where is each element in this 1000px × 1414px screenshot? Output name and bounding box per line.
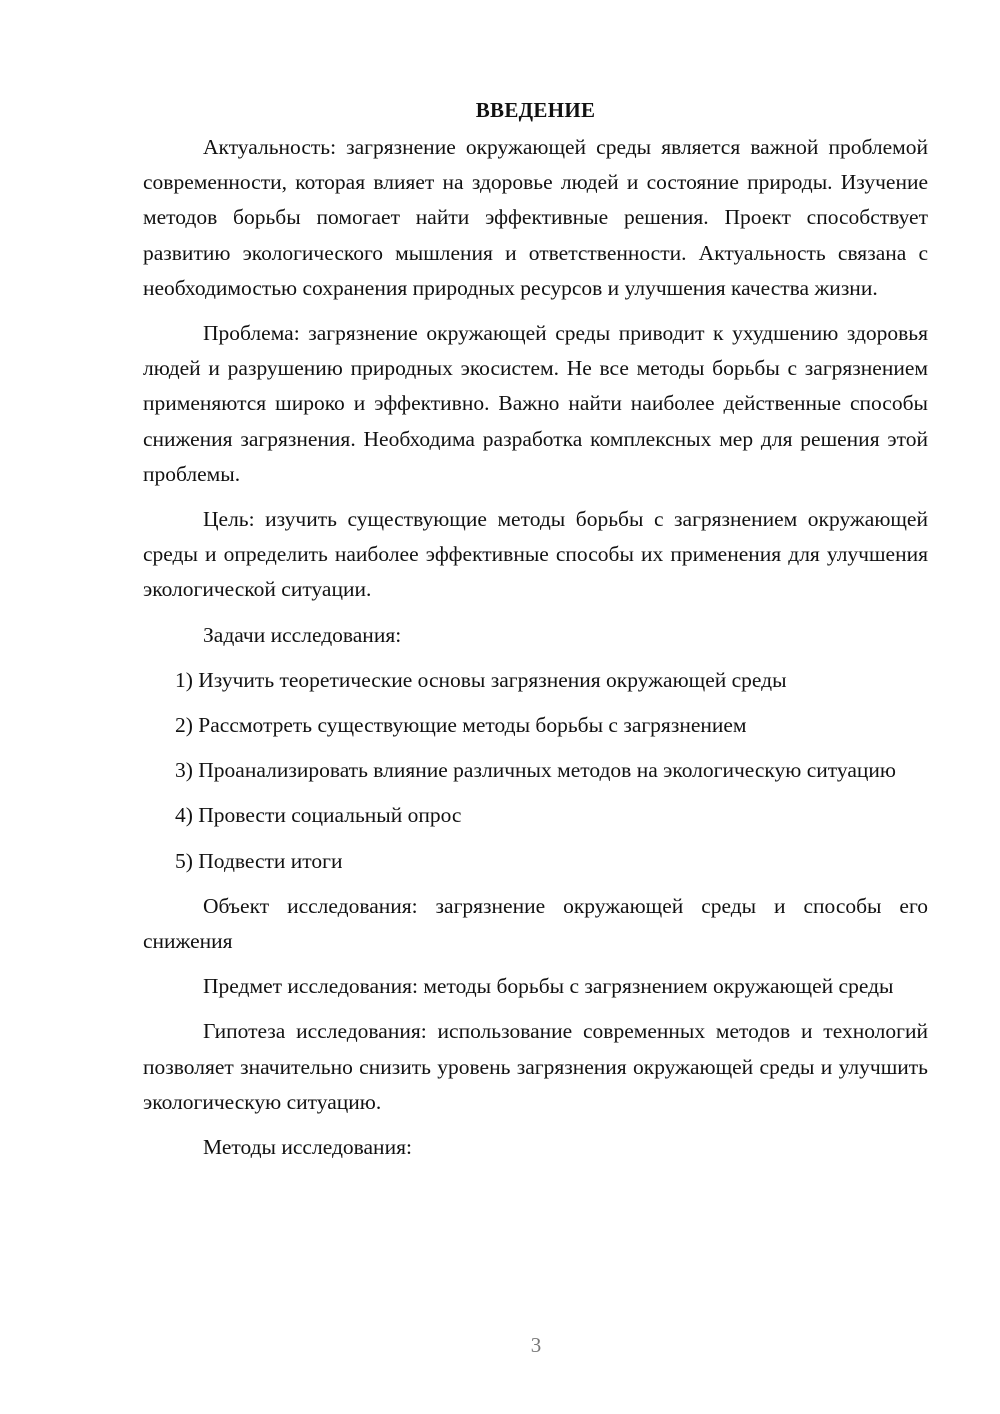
tasks-heading: Задачи исследования: <box>203 622 402 647</box>
task-item-4: 4) Провести социальный опрос <box>175 803 462 828</box>
subject-paragraph: Предмет исследования: методы борьбы с загрязнением окружающей среды <box>203 974 894 999</box>
object-paragraph: Объект исследования: загрязнение окружающей среды и способы его снижения <box>143 893 928 954</box>
goal-paragraph: Цель: изучить существующие методы борьбы с загрязнением окружающей среды и определить наиболее эффективные способы их применения для улучшения экологической ситуации. <box>143 507 928 602</box>
page-title: ВВЕДЕНИЕ <box>475 98 596 122</box>
page-content <box>143 93 928 1175</box>
task-item-1: 1) Изучить теоретические основы загрязнения окружающей среды <box>175 667 787 692</box>
problem-paragraph: Проблема: загрязнение окружающей среды приводит к ухудшению здоровья людей и разрушению природных экосистем. Не все методы борьбы с загрязнением применяются широко и эффективно. Важно найти наиболее действенные способы снижения загрязнения. Необходима разработка комплексных мер для решения этой проблемы. <box>143 321 928 486</box>
task-item-3: 3) Проанализировать влияние различных методов на экологическую ситуацию <box>175 758 896 783</box>
relevance-paragraph: Актуальность: загрязнение окружающей среды является важной проблемой современности, которая влияет на здоровье людей и состояние природы. Изучение методов борьбы помогает найти эффективные решения. Проект способствует развитию экологического мышления и ответственности. Актуальность связана с необходимостью сохранения природных ресурсов и улучшения качества жизни. <box>143 135 928 300</box>
task-item-5: 5) Подвести итоги <box>175 848 343 873</box>
methods-heading: Методы исследования: <box>203 1135 412 1160</box>
hypothesis-paragraph: Гипотеза исследования: использование современных методов и технологий позволяет значительно снизить уровень загрязнения окружающей среды и улучшить экологическую ситуацию. <box>143 1019 928 1114</box>
task-item-2: 2) Рассмотреть существующие методы борьбы с загрязнением <box>175 713 747 738</box>
page-number: 3 <box>530 1333 542 1357</box>
